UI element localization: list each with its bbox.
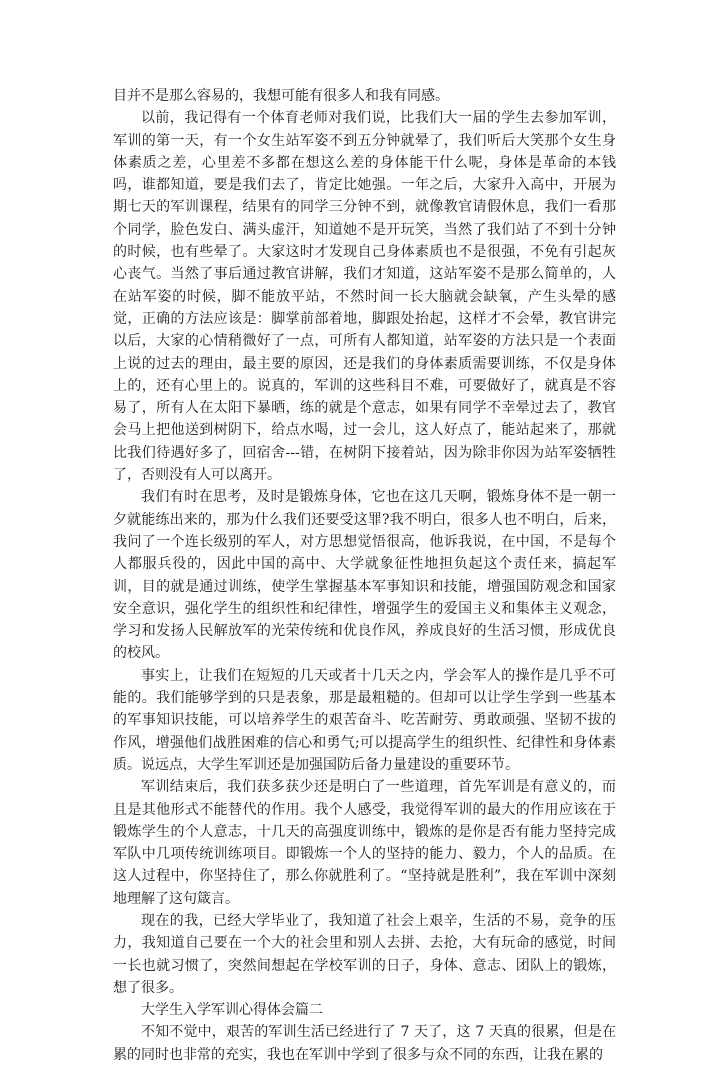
paragraph-now-graduated: 现在的我，已经大学毕业了，我知道了社会上艰辛，生活的不易，竞争的压力，我知道自己要在一个大的社会里和别人去拼、去抢，大有玩命的感觉，时间一长也就习惯了，突然间想起在学校军训的日子，身体、意志、团队上的锻炼，想了很多。: [113, 912, 616, 996]
paragraph-after-training: 军训结束后，我们获多获少还是明白了一些道理，首先军训是有意义的，而且是其他形式不能替代的作用。我个人感受，我觉得军训的最大的作用应该在于锻炼学生的个人意志，十几天的高强度训练中，锻炼的是你是否有能力坚持完成军队中几项传统训练项目。即锻炼一个人的坚持的能力、毅力，个人的品质。在这人过程中，你坚持住了，那么你就胜利了。“坚持就是胜利”，我在军训中深刻地理解了这句箴言。: [113, 779, 616, 907]
paragraph-why-train: 我们有时在思考，及时是锻炼身体，它也在这几天啊，锻炼身体不是一朝一夕就能练出来的，那为什么我们还要受这罪?我不明白，很多人也不明白，后来，我问了一个连长级别的军人，对方思想觉悟很高，他诉我说，在中国，不是每个人都服兵役的，因此中国的高中、大学就象征性地担负起这个责任来，搞起军训，目的就是通过训练，使学生掌握基本军事知识和技能，增强国防观念和国家安全意识，强化学生的组织性和纪律性，增强学生的爱国主义和集体主义观念，学习和发扬人民解放军的光荣传统和优良作风，养成良好的生活习惯，形成优良的校风。: [113, 489, 616, 662]
paragraph-continuation: 目并不是那么容易的，我想可能有很多人和我有同感。: [113, 88, 449, 104]
document-body: [113, 85, 616, 1066]
paragraph-pe-teacher-story: 以前，我记得有一个体育老师对我们说，比我们大一届的学生去参加军训，军训的第一天，有一个女生站军姿不到五分钟就晕了，我们听后大笑那个女生身体素质之差，心里差不多都在想这么差的身体能干什么呢，身体是革命的本钱吗，谁都知道，要是我们去了，肯定比她强。一年之后，大家升入高中，开展为期七天的军训课程，结果有的同学三分钟不到，就像教官请假休息，我们一看那个同学，脸色发白、满头虚汗，知道她不是开玩笑，当然了我们站了不到十分钟的时候，也有些晕了。大家这时才发现自己身体素质也不是很强，不免有引起灰心丧气。当然了事后通过教官讲解，我们才知道，这站军姿不是那么简单的，人在站军姿的时候，脚不能放平站，不然时间一长大脑就会缺氧，产生头晕的感觉，正确的方法应该是：脚掌前部着地，脚跟处抬起，这样才不会晕，教官讲完以后，大家的心情稍微好了一点，可所有人都知道，站军姿的方法只是一个表面上说的过去的理由，最主要的原因，还是我们的身体素质需要训练，不仅是身体上的，还有心里上的。说真的，军训的这些科目不难，可要做好了，就真是不容易了，所有人在太阳下暴晒，练的就是个意志，如果有同学不幸晕过去了，教官会马上把他送到树阴下，给点水喝，过一会儿，这人好点了，能站起来了，那就比我们待遇好多了，回宿舍---错，在树阴下接着站，因为除非你因为站军姿牺牲了，否则没有人可以离开。: [113, 110, 616, 484]
paragraph-in-fact: 事实上，让我们在短短的几天或者十几天之内，学会军人的操作是几乎不可能的。我们能够学到的只是表象，那是最粗糙的。但却可以让学生学到一些基本的军事知识技能，可以培养学生的艰苦奋斗、吃苦耐劳、勇敢顽强、坚韧不拔的作风，增强他们战胜困难的信心和勇气;可以提高学生的组织性、纪律性和身体素质。说远点，大学生军训还是加强国防后备力量建设的重要环节。: [113, 667, 616, 773]
paragraph-seven-days: 不知不觉中，艰苦的军训生活已经进行了 7 天了，这 7 天真的很累，但是在累的同时也非常的充实，我也在军训中学到了很多与众不同的东西，让我在累的: [113, 1024, 616, 1063]
section-heading: 大学生入学军训心得体会篇二: [141, 1002, 323, 1019]
